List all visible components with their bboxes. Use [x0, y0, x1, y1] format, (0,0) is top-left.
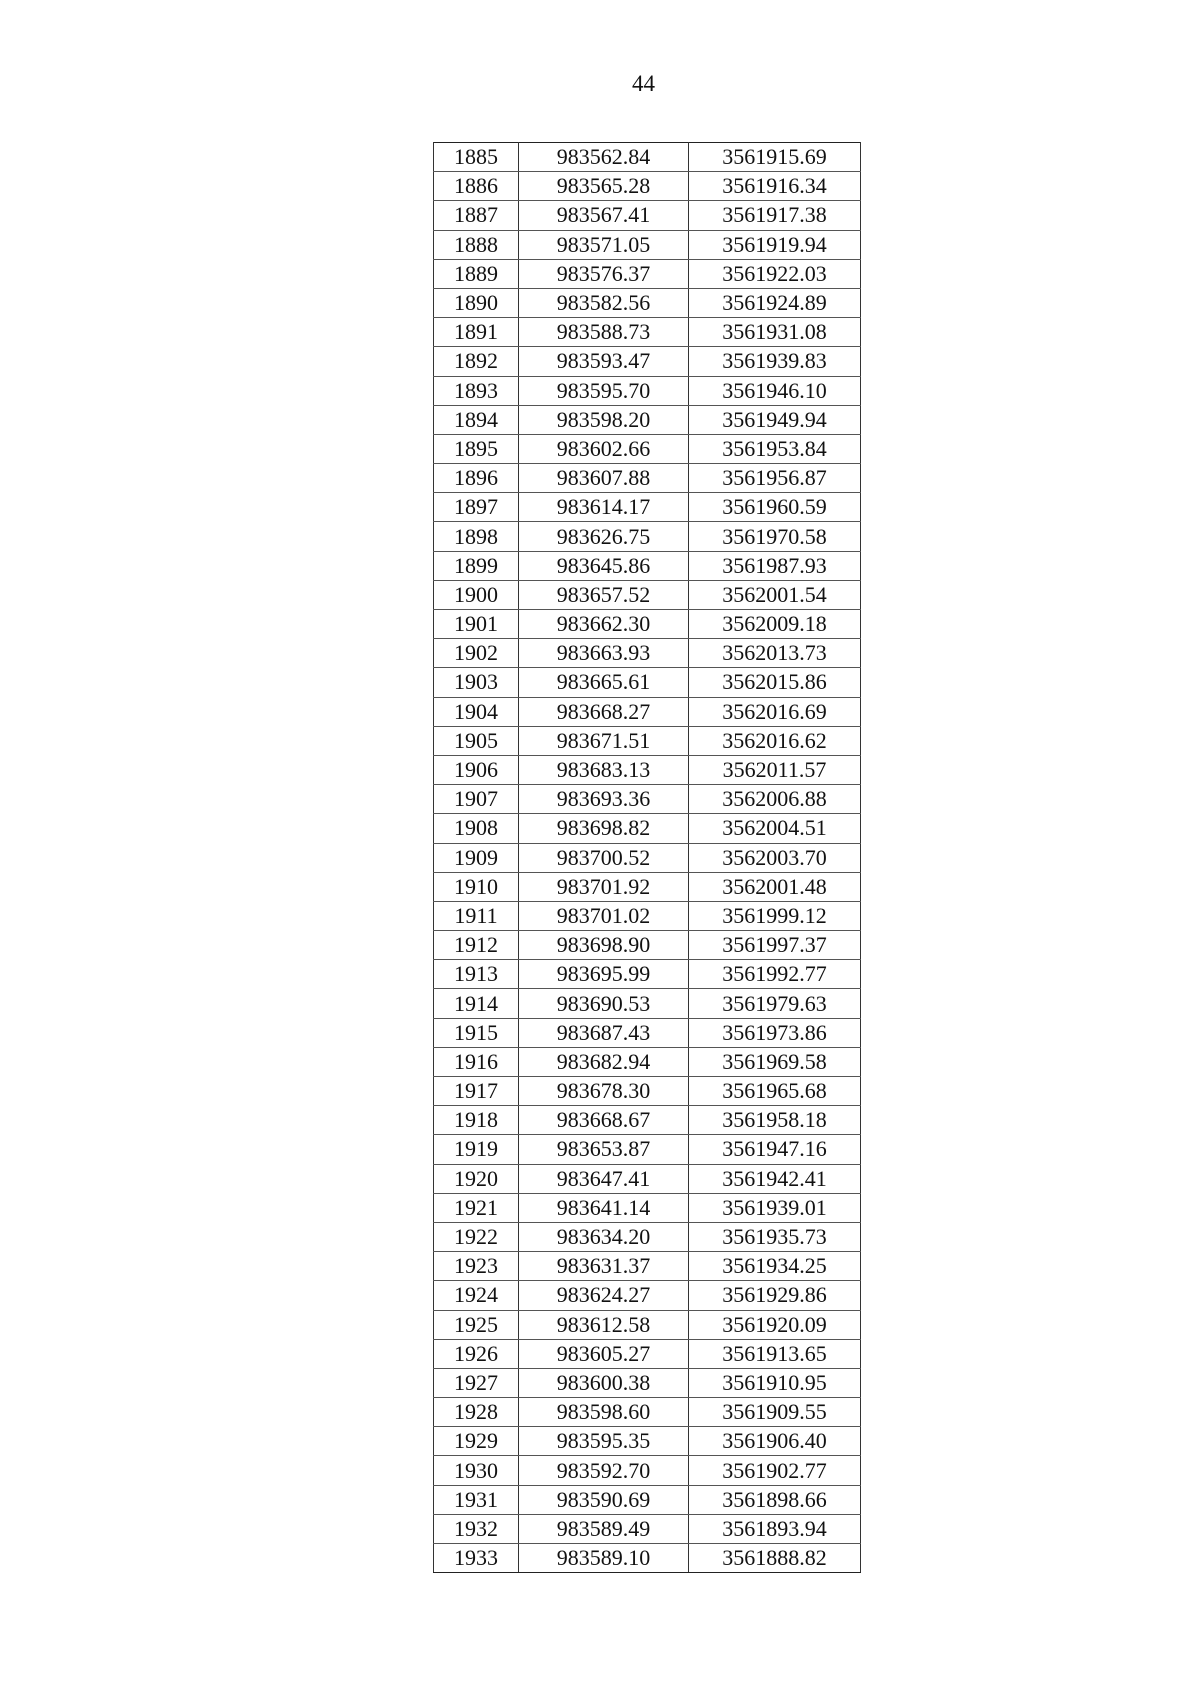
y-value-cell: 3562006.88 [689, 785, 861, 814]
x-value-cell: 983683.13 [519, 755, 689, 784]
x-value-cell: 983687.43 [519, 1018, 689, 1047]
x-value-cell: 983598.20 [519, 405, 689, 434]
year-cell: 1908 [434, 814, 519, 843]
x-value-cell: 983600.38 [519, 1368, 689, 1397]
year-cell: 1890 [434, 288, 519, 317]
table-row [434, 434, 861, 463]
table-row [434, 318, 861, 347]
x-value-cell: 983700.52 [519, 843, 689, 872]
y-value-cell: 3561960.59 [689, 493, 861, 522]
table-row [434, 785, 861, 814]
table-row [434, 872, 861, 901]
table-row [434, 259, 861, 288]
x-value-cell: 983593.47 [519, 347, 689, 376]
x-value-cell: 983626.75 [519, 522, 689, 551]
table-row [434, 1427, 861, 1456]
table-row [434, 610, 861, 639]
year-cell: 1928 [434, 1398, 519, 1427]
y-value-cell: 3561910.95 [689, 1368, 861, 1397]
year-cell: 1901 [434, 610, 519, 639]
year-cell: 1892 [434, 347, 519, 376]
table-row [434, 639, 861, 668]
table-row [434, 755, 861, 784]
year-cell: 1914 [434, 989, 519, 1018]
y-value-cell: 3561979.63 [689, 989, 861, 1018]
year-cell: 1932 [434, 1514, 519, 1543]
table-row [434, 1222, 861, 1251]
y-value-cell: 3561909.55 [689, 1398, 861, 1427]
y-value-cell: 3561920.09 [689, 1310, 861, 1339]
x-value-cell: 983614.17 [519, 493, 689, 522]
table-row [434, 347, 861, 376]
table-row [434, 405, 861, 434]
x-value-cell: 983589.49 [519, 1514, 689, 1543]
table-row [434, 1456, 861, 1485]
year-cell: 1911 [434, 901, 519, 930]
x-value-cell: 983695.99 [519, 960, 689, 989]
table-row [434, 1544, 861, 1573]
year-cell: 1900 [434, 580, 519, 609]
table-row [434, 726, 861, 755]
table-row [434, 1018, 861, 1047]
table-row [434, 843, 861, 872]
x-value-cell: 983663.93 [519, 639, 689, 668]
x-value-cell: 983595.70 [519, 376, 689, 405]
x-value-cell: 983562.84 [519, 143, 689, 172]
y-value-cell: 3561913.65 [689, 1339, 861, 1368]
x-value-cell: 983634.20 [519, 1222, 689, 1251]
y-value-cell: 3562013.73 [689, 639, 861, 668]
year-cell: 1896 [434, 464, 519, 493]
y-value-cell: 3561934.25 [689, 1252, 861, 1281]
year-cell: 1926 [434, 1339, 519, 1368]
y-value-cell: 3561898.66 [689, 1485, 861, 1514]
y-value-cell: 3561931.08 [689, 318, 861, 347]
x-value-cell: 983690.53 [519, 989, 689, 1018]
x-value-cell: 983682.94 [519, 1047, 689, 1076]
x-value-cell: 983641.14 [519, 1193, 689, 1222]
y-value-cell: 3562004.51 [689, 814, 861, 843]
x-value-cell: 983662.30 [519, 610, 689, 639]
year-cell: 1888 [434, 230, 519, 259]
table-row [434, 668, 861, 697]
year-cell: 1927 [434, 1368, 519, 1397]
x-value-cell: 983576.37 [519, 259, 689, 288]
year-cell: 1891 [434, 318, 519, 347]
year-cell: 1917 [434, 1077, 519, 1106]
y-value-cell: 3561947.16 [689, 1135, 861, 1164]
year-cell: 1919 [434, 1135, 519, 1164]
y-value-cell: 3561946.10 [689, 376, 861, 405]
y-value-cell: 3561919.94 [689, 230, 861, 259]
y-value-cell: 3561929.86 [689, 1281, 861, 1310]
year-cell: 1921 [434, 1193, 519, 1222]
table-row [434, 1485, 861, 1514]
x-value-cell: 983671.51 [519, 726, 689, 755]
table-row [434, 931, 861, 960]
y-value-cell: 3561999.12 [689, 901, 861, 930]
year-cell: 1897 [434, 493, 519, 522]
table-row [434, 1047, 861, 1076]
x-value-cell: 983693.36 [519, 785, 689, 814]
year-cell: 1903 [434, 668, 519, 697]
x-value-cell: 983645.86 [519, 551, 689, 580]
table-body [434, 143, 861, 1573]
y-value-cell: 3561917.38 [689, 201, 861, 230]
year-cell: 1886 [434, 172, 519, 201]
x-value-cell: 983698.90 [519, 931, 689, 960]
x-value-cell: 983592.70 [519, 1456, 689, 1485]
table-row [434, 288, 861, 317]
data-table [433, 142, 861, 1573]
year-cell: 1907 [434, 785, 519, 814]
y-value-cell: 3561992.77 [689, 960, 861, 989]
year-cell: 1893 [434, 376, 519, 405]
year-cell: 1925 [434, 1310, 519, 1339]
table-row [434, 1193, 861, 1222]
table-row [434, 901, 861, 930]
y-value-cell: 3561902.77 [689, 1456, 861, 1485]
table-row [434, 1077, 861, 1106]
x-value-cell: 983612.58 [519, 1310, 689, 1339]
y-value-cell: 3562016.69 [689, 697, 861, 726]
x-value-cell: 983647.41 [519, 1164, 689, 1193]
year-cell: 1922 [434, 1222, 519, 1251]
table-row [434, 143, 861, 172]
y-value-cell: 3561956.87 [689, 464, 861, 493]
table-row [434, 376, 861, 405]
year-cell: 1909 [434, 843, 519, 872]
table-row [434, 1398, 861, 1427]
x-value-cell: 983653.87 [519, 1135, 689, 1164]
y-value-cell: 3562001.54 [689, 580, 861, 609]
year-cell: 1915 [434, 1018, 519, 1047]
x-value-cell: 983582.56 [519, 288, 689, 317]
y-value-cell: 3561987.93 [689, 551, 861, 580]
year-cell: 1924 [434, 1281, 519, 1310]
x-value-cell: 983678.30 [519, 1077, 689, 1106]
y-value-cell: 3561965.68 [689, 1077, 861, 1106]
x-value-cell: 983624.27 [519, 1281, 689, 1310]
x-value-cell: 983605.27 [519, 1339, 689, 1368]
year-cell: 1902 [434, 639, 519, 668]
year-cell: 1912 [434, 931, 519, 960]
y-value-cell: 3561906.40 [689, 1427, 861, 1456]
x-value-cell: 983598.60 [519, 1398, 689, 1427]
year-cell: 1913 [434, 960, 519, 989]
y-value-cell: 3561922.03 [689, 259, 861, 288]
x-value-cell: 983657.52 [519, 580, 689, 609]
table-row [434, 989, 861, 1018]
year-cell: 1933 [434, 1544, 519, 1573]
table-row [434, 172, 861, 201]
table-row [434, 960, 861, 989]
y-value-cell: 3561915.69 [689, 143, 861, 172]
y-value-cell: 3561893.94 [689, 1514, 861, 1543]
y-value-cell: 3562003.70 [689, 843, 861, 872]
x-value-cell: 983589.10 [519, 1544, 689, 1573]
y-value-cell: 3561949.94 [689, 405, 861, 434]
y-value-cell: 3561973.86 [689, 1018, 861, 1047]
table-row [434, 1310, 861, 1339]
x-value-cell: 983590.69 [519, 1485, 689, 1514]
table-row [434, 697, 861, 726]
table-row [434, 1368, 861, 1397]
year-cell: 1889 [434, 259, 519, 288]
year-cell: 1930 [434, 1456, 519, 1485]
year-cell: 1885 [434, 143, 519, 172]
y-value-cell: 3561924.89 [689, 288, 861, 317]
x-value-cell: 983698.82 [519, 814, 689, 843]
y-value-cell: 3561997.37 [689, 931, 861, 960]
table-row [434, 493, 861, 522]
x-value-cell: 983701.02 [519, 901, 689, 930]
year-cell: 1910 [434, 872, 519, 901]
x-value-cell: 983701.92 [519, 872, 689, 901]
x-value-cell: 983607.88 [519, 464, 689, 493]
y-value-cell: 3562001.48 [689, 872, 861, 901]
year-cell: 1894 [434, 405, 519, 434]
year-cell: 1899 [434, 551, 519, 580]
y-value-cell: 3562009.18 [689, 610, 861, 639]
year-cell: 1918 [434, 1106, 519, 1135]
x-value-cell: 983668.27 [519, 697, 689, 726]
x-value-cell: 983565.28 [519, 172, 689, 201]
table-row [434, 1106, 861, 1135]
y-value-cell: 3561935.73 [689, 1222, 861, 1251]
x-value-cell: 983588.73 [519, 318, 689, 347]
table-row [434, 230, 861, 259]
y-value-cell: 3561916.34 [689, 172, 861, 201]
y-value-cell: 3561939.01 [689, 1193, 861, 1222]
year-cell: 1916 [434, 1047, 519, 1076]
year-cell: 1895 [434, 434, 519, 463]
table-row [434, 1514, 861, 1543]
year-cell: 1898 [434, 522, 519, 551]
y-value-cell: 3562016.62 [689, 726, 861, 755]
year-cell: 1923 [434, 1252, 519, 1281]
table-row [434, 201, 861, 230]
x-value-cell: 983668.67 [519, 1106, 689, 1135]
page-number: 44 [632, 71, 655, 96]
x-value-cell: 983631.37 [519, 1252, 689, 1281]
y-value-cell: 3561942.41 [689, 1164, 861, 1193]
y-value-cell: 3561939.83 [689, 347, 861, 376]
year-cell: 1905 [434, 726, 519, 755]
x-value-cell: 983595.35 [519, 1427, 689, 1456]
y-value-cell: 3561970.58 [689, 522, 861, 551]
y-value-cell: 3562015.86 [689, 668, 861, 697]
year-cell: 1906 [434, 755, 519, 784]
table-row [434, 551, 861, 580]
year-cell: 1931 [434, 1485, 519, 1514]
y-value-cell: 3561953.84 [689, 434, 861, 463]
table-row [434, 580, 861, 609]
table-row [434, 1281, 861, 1310]
y-value-cell: 3562011.57 [689, 755, 861, 784]
y-value-cell: 3561958.18 [689, 1106, 861, 1135]
x-value-cell: 983602.66 [519, 434, 689, 463]
year-cell: 1904 [434, 697, 519, 726]
year-cell: 1920 [434, 1164, 519, 1193]
table-row [434, 464, 861, 493]
table-row [434, 814, 861, 843]
table-row [434, 1164, 861, 1193]
table-row [434, 1135, 861, 1164]
y-value-cell: 3561969.58 [689, 1047, 861, 1076]
x-value-cell: 983665.61 [519, 668, 689, 697]
year-cell: 1929 [434, 1427, 519, 1456]
table-row [434, 522, 861, 551]
x-value-cell: 983571.05 [519, 230, 689, 259]
x-value-cell: 983567.41 [519, 201, 689, 230]
table-row [434, 1339, 861, 1368]
table-row [434, 1252, 861, 1281]
year-cell: 1887 [434, 201, 519, 230]
y-value-cell: 3561888.82 [689, 1544, 861, 1573]
